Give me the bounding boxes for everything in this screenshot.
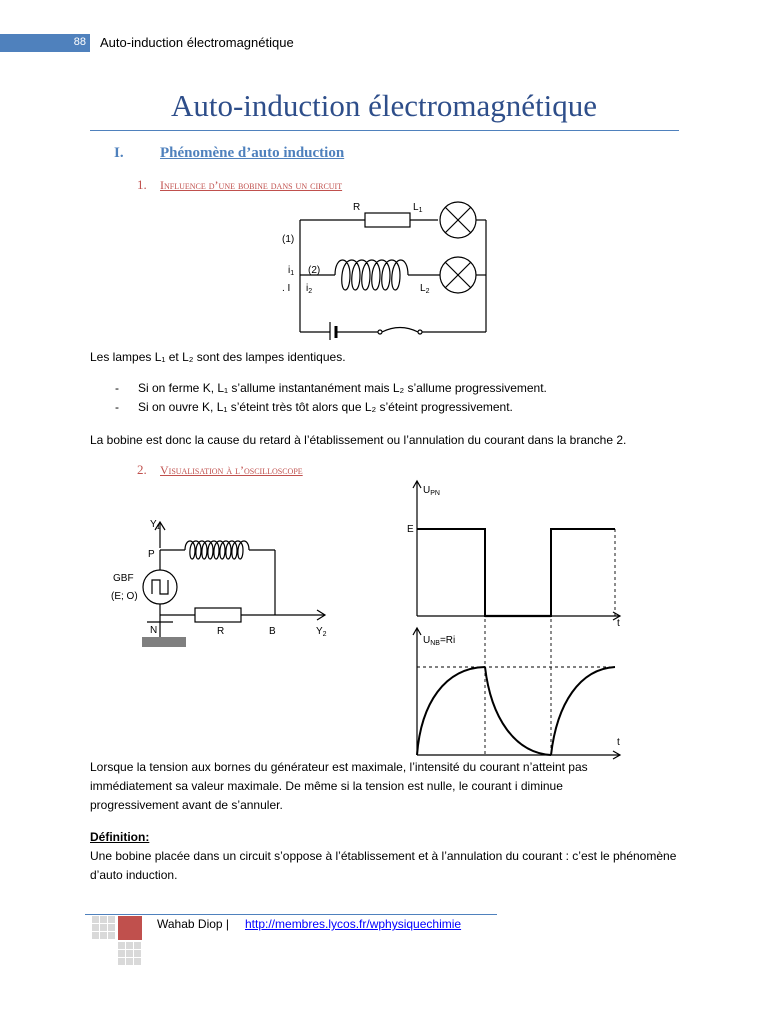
bullet-text-2: Si on ouvre K, L₁ s’éteint très tôt alors que L₂ s’éteint progressivement.	[138, 400, 513, 414]
circuit-diagram-2	[105, 510, 345, 655]
footer-rule	[85, 914, 497, 915]
coil-conclusion: La bobine est donc la cause du retard à l’établissement ou l’annulation du courant dans la branche 2.	[90, 433, 627, 447]
label-Y1-sub: 1	[156, 524, 161, 531]
footer-grid-decoration	[92, 916, 142, 966]
label-L1: L	[413, 202, 419, 213]
subsection2-number: 2.	[137, 462, 147, 477]
svg-text:UNB=Ri	[423, 635, 455, 647]
section-title: Phénomène d’auto induction	[160, 145, 345, 161]
label-UPN: U	[423, 485, 431, 496]
subsection2-title: Visualisation à l’oscilloscope	[160, 463, 303, 477]
svg-text:Y2	[316, 626, 327, 638]
label-UPN-sub: PN	[430, 490, 440, 497]
footer-author: Wahab Diop |	[157, 917, 230, 931]
bullet-dash-2: -	[115, 400, 119, 414]
label-R2: R	[217, 626, 225, 637]
definition-text: Une bobine placée dans un circuit s’oppose à l’établissement et à l’annulation du courant : c’est le phénomène d’auto induction.	[90, 849, 677, 882]
label-B: B	[269, 626, 276, 637]
label-Y2: Y	[316, 626, 323, 637]
explanation-text: Lorsque la tension aux bornes du générateur est maximale, l’intensité du courant n’atteint pas immédiatement sa valeur maximale. De même si la tension est nulle, le courant i diminue progressivement avant de s’annuler.	[90, 760, 588, 812]
label-L2-sub: 2	[425, 288, 430, 295]
label-P: P	[148, 549, 155, 560]
page-title: Auto-induction électromagnétique	[170, 88, 598, 123]
label-2: (2)	[308, 265, 321, 276]
definition-label: Définition:	[90, 830, 150, 844]
subsection1-number: 1.	[137, 177, 147, 192]
footer-link[interactable]: http://membres.lycos.fr/wphysiquechimie	[245, 917, 462, 931]
oscilloscope-graphs	[395, 473, 635, 763]
label-E: E	[407, 524, 414, 535]
svg-text:L2	[420, 283, 430, 295]
label-i2: i	[306, 283, 309, 294]
label-L2: L	[420, 283, 426, 294]
bullet-text-1: Si on ferme K, L₁ s’allume instantanément mais L₂ s’allume progressivement.	[138, 381, 547, 395]
label-E0: (E; O)	[111, 591, 138, 602]
svg-text:L1	[413, 202, 423, 214]
title-rule	[90, 130, 679, 131]
label-Y1: Y	[150, 519, 157, 530]
page-number: 88	[73, 36, 86, 48]
label-UNB: U	[423, 635, 431, 646]
label-Y2-sub: 2	[322, 631, 327, 638]
lamps-text: Les lampes L₁ et L₂ sont des lampes identiques.	[90, 350, 346, 364]
svg-text:i1	[288, 265, 294, 277]
label-1: (1)	[282, 234, 295, 245]
label-R: R	[353, 202, 361, 213]
subsection1-title: Influence d’une bobine dans un circuit	[160, 178, 343, 192]
bullet-dash-1: -	[115, 381, 119, 395]
svg-text:UPN	[423, 485, 440, 497]
label-i1: i	[288, 265, 291, 276]
label-GBF: GBF	[113, 573, 134, 584]
label-dot: . I	[282, 283, 291, 294]
label-i1-sub: 1	[290, 270, 295, 277]
label-t2: t	[617, 737, 620, 748]
svg-text:Y1	[150, 519, 161, 531]
label-N: N	[150, 625, 158, 636]
label-i2-sub: 2	[308, 288, 313, 295]
circuit-diagram-1	[270, 195, 500, 340]
label-L1-sub: 1	[418, 207, 423, 214]
header-title: Auto-induction électromagnétique	[100, 35, 294, 50]
label-t1: t	[617, 618, 620, 629]
svg-text:i2	[306, 283, 312, 295]
label-UNB-suffix: =Ri	[439, 635, 456, 646]
label-UNB-sub: NB	[430, 640, 440, 647]
section-number: I.	[114, 145, 124, 161]
